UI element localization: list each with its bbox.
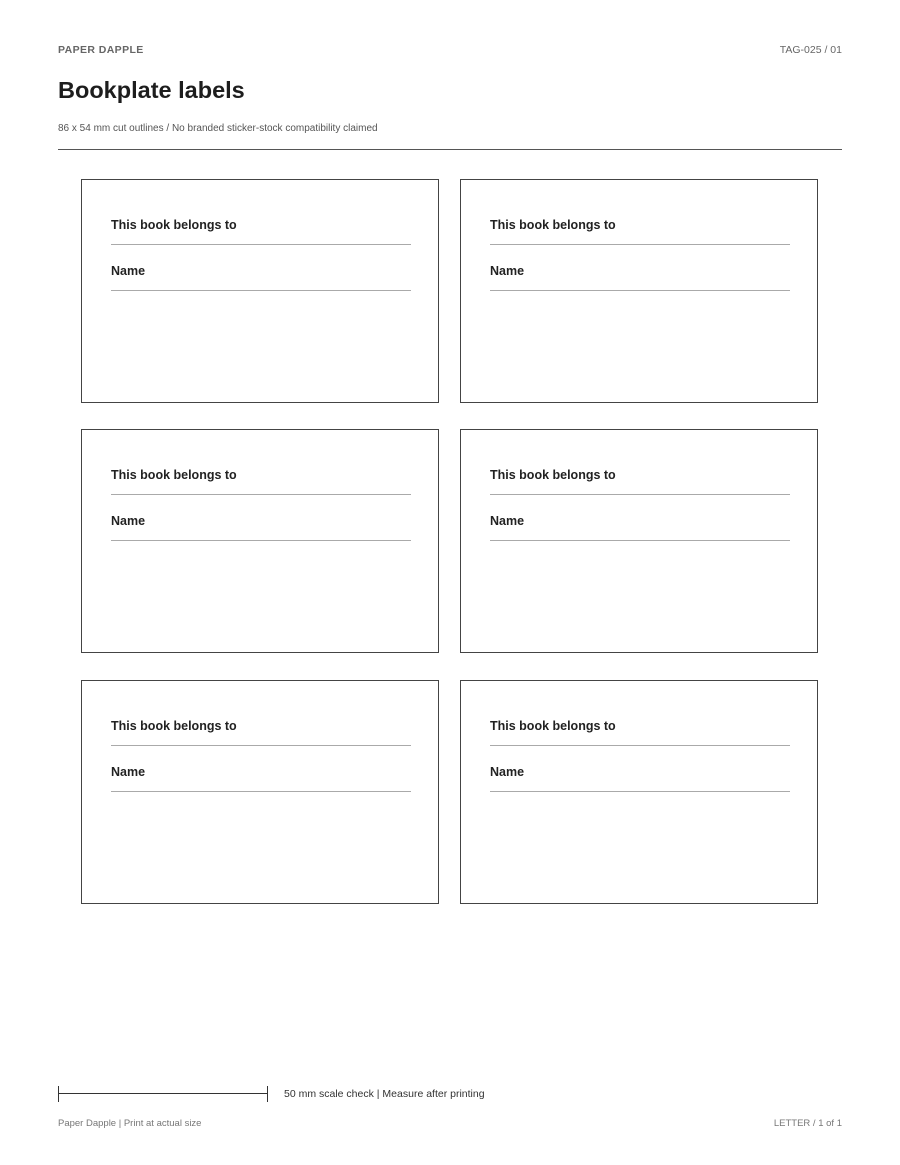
bookplate-label	[460, 429, 818, 653]
scale-check-bar	[58, 1086, 268, 1102]
name-label: Name	[490, 514, 525, 528]
owner-line	[490, 745, 790, 746]
owner-label: This book belongs to	[111, 468, 237, 482]
name-label: Name	[111, 765, 146, 779]
owner-label: This book belongs to	[111, 719, 237, 733]
name-line	[490, 540, 790, 541]
owner-line	[111, 244, 411, 245]
header-divider	[58, 149, 842, 150]
name-label: Name	[111, 264, 146, 278]
owner-label: This book belongs to	[111, 218, 237, 232]
page-subtitle: 86 x 54 mm cut outlines / No branded sticker-stock compatibility claimed	[58, 123, 378, 134]
bookplate-label	[81, 179, 439, 403]
name-line	[111, 540, 411, 541]
name-line	[111, 290, 411, 291]
brand-name: PAPER DAPPLE	[58, 44, 144, 56]
name-label: Name	[111, 514, 146, 528]
footer-right: LETTER / 1 of 1	[773, 1118, 842, 1129]
owner-line	[490, 494, 790, 495]
name-label: Name	[490, 765, 525, 779]
scale-check-text: 50 mm scale check | Measure after printing	[284, 1088, 485, 1100]
name-label: Name	[490, 264, 525, 278]
owner-line	[111, 745, 411, 746]
bookplate-label	[81, 429, 439, 653]
owner-line	[490, 244, 790, 245]
owner-label: This book belongs to	[490, 468, 616, 482]
name-line	[490, 791, 790, 792]
owner-line	[111, 494, 411, 495]
scale-bar-start-tick	[58, 1086, 59, 1102]
name-line	[111, 791, 411, 792]
owner-label: This book belongs to	[490, 719, 616, 733]
footer-left: Paper Dapple | Print at actual size	[58, 1118, 202, 1129]
owner-label: This book belongs to	[490, 218, 616, 232]
page-title: Bookplate labels	[58, 77, 245, 103]
bookplate-label	[81, 680, 439, 904]
scale-bar-end-tick	[267, 1086, 268, 1102]
name-line	[490, 290, 790, 291]
document-code: TAG-025 / 01	[779, 44, 842, 56]
scale-bar-line	[58, 1093, 268, 1094]
bookplate-label	[460, 179, 818, 403]
bookplate-label	[460, 680, 818, 904]
